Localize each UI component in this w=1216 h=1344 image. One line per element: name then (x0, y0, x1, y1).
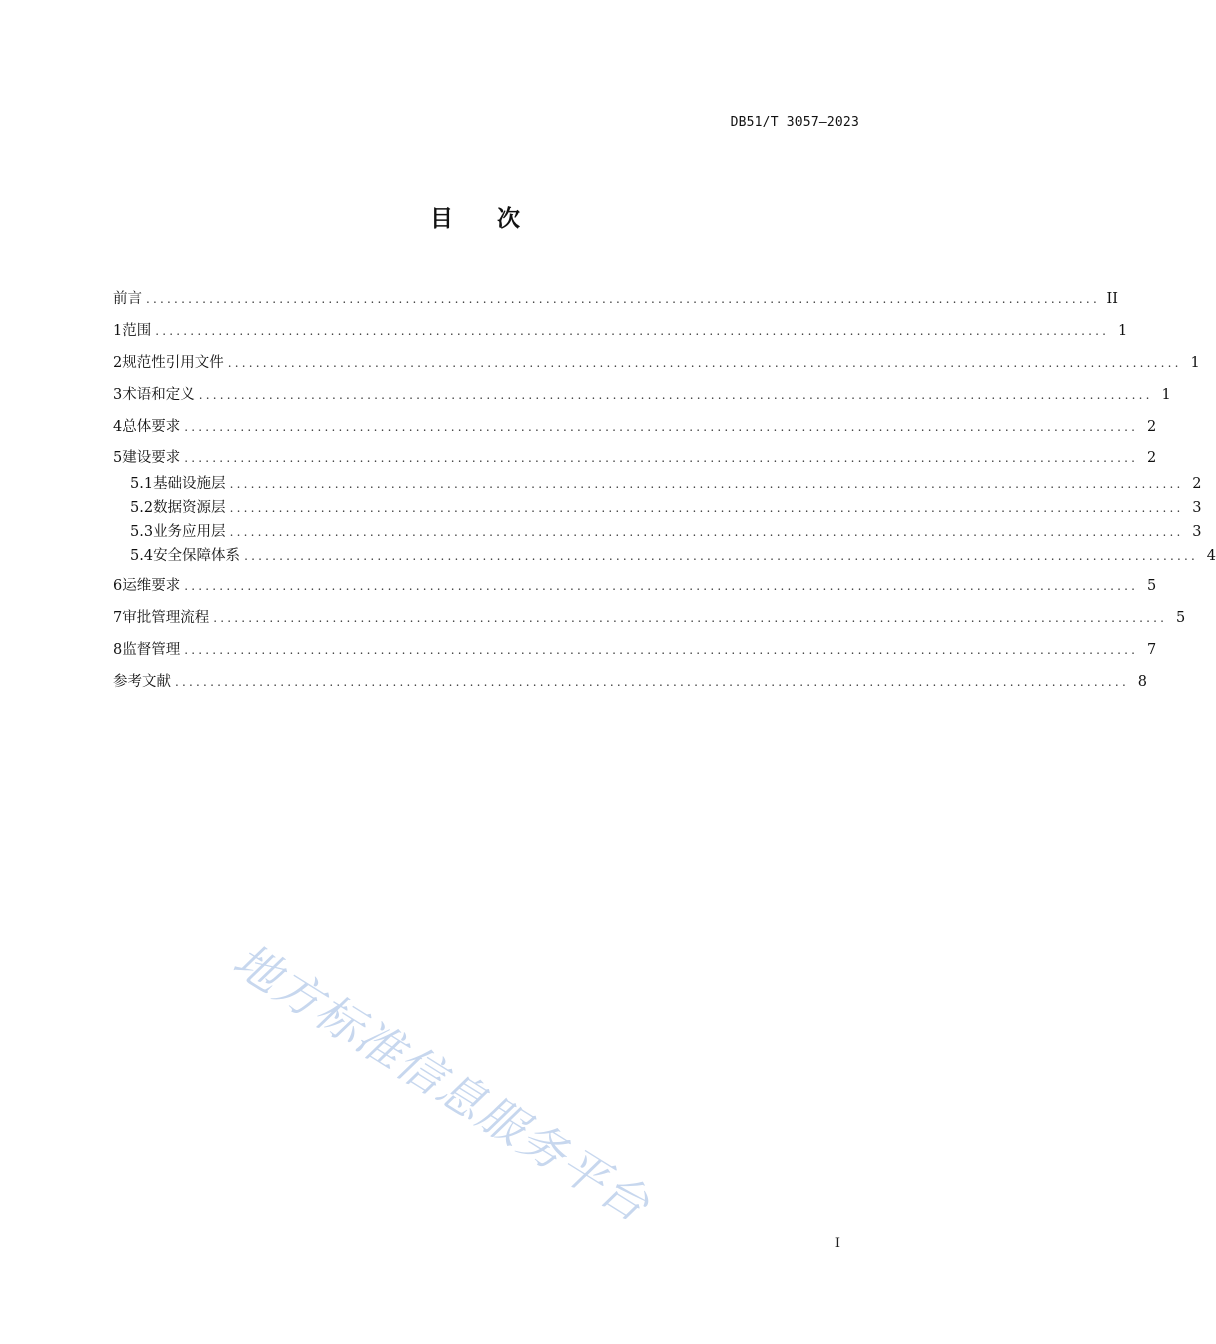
title-char-1: 目 (430, 206, 453, 232)
toc-entry-page: 2 (1192, 476, 1202, 492)
toc-leader-dots: ........................................................................................................................................ (244, 549, 1199, 563)
toc-entry-5-3[interactable] (130, 522, 1202, 542)
toc-entry-title: 建设要求 (122, 450, 181, 466)
toc-entry-number: 6 (113, 578, 123, 594)
toc-entry-title: 参考文献 (113, 674, 171, 690)
toc-leader-dots: ........................................................................................................................................ (184, 643, 1139, 657)
toc-entry-5[interactable] (113, 448, 1157, 468)
toc-entry-number: 5.2 (130, 500, 154, 516)
toc-entry-3[interactable] (113, 385, 1171, 405)
footer-page-number: I (834, 1236, 840, 1251)
toc-entry-title: 安全保障体系 (153, 548, 241, 564)
toc-entry-page: 3 (1192, 500, 1202, 516)
toc-entry-5-2[interactable] (130, 498, 1202, 518)
toc-entry-6[interactable] (113, 576, 1157, 596)
toc-entry-number: 5 (113, 450, 123, 466)
toc-entry-title: 运维要求 (122, 578, 181, 594)
toc-entry-number: 8 (113, 642, 123, 658)
toc-leader-dots: ........................................................................................................................................ (184, 420, 1139, 434)
page-title (0, 200, 950, 233)
toc-entry-1[interactable] (113, 321, 1128, 341)
toc-entry-references[interactable] (113, 672, 1147, 692)
toc-entry-number: 5.4 (130, 548, 154, 564)
toc-entry-title: 前言 (113, 291, 142, 307)
toc-entry-5-4[interactable] (130, 546, 1216, 566)
toc-entry-7[interactable] (113, 608, 1186, 628)
toc-entry-page: 2 (1146, 419, 1157, 435)
toc-leader-dots: ........................................................................................................................................ (229, 525, 1184, 539)
toc-entry-page: 2 (1146, 450, 1157, 466)
toc-entry-number: 5.1 (130, 476, 154, 492)
toc-leader-dots: ........................................................................................................................................ (155, 324, 1110, 338)
toc-entry-title: 术语和定义 (122, 387, 195, 403)
toc-entry-title: 规范性引用文件 (122, 355, 224, 371)
toc-entry-number: 2 (113, 355, 123, 371)
toc-entry-page: 1 (1190, 355, 1200, 371)
toc-entry-8[interactable] (113, 640, 1157, 660)
toc-entry-page: 5 (1175, 610, 1186, 626)
toc-leader-dots: ........................................................................................................................................ (175, 675, 1129, 689)
toc-entry-title: 总体要求 (122, 419, 181, 435)
toc-entry-title: 基础设施层 (153, 476, 226, 492)
toc-entry-4[interactable] (113, 417, 1157, 437)
toc-leader-dots: ........................................................................................................................................ (227, 356, 1182, 370)
toc-leader-dots: ........................................................................................................................................ (184, 579, 1139, 593)
toc-entry-page: 4 (1206, 548, 1216, 564)
document-code: DB51/T 3057—2023 (730, 115, 859, 130)
toc-entry-title: 业务应用层 (153, 524, 226, 540)
toc-leader-dots: ........................................................................................................................................ (184, 451, 1139, 465)
toc-entry-page: 7 (1146, 642, 1157, 658)
toc-leader-dots: ........................................................................................................................................ (229, 477, 1184, 491)
toc-entry-page: 1 (1117, 323, 1128, 339)
toc-entry-5-1[interactable] (130, 474, 1202, 494)
toc-entry-page: 5 (1146, 578, 1157, 594)
toc-entry-title: 数据资源层 (153, 500, 226, 516)
toc-entry-page: II (1106, 291, 1118, 307)
title-char-2: 次 (497, 206, 520, 232)
toc-entry-title: 监督管理 (122, 642, 181, 658)
toc-leader-dots: ........................................................................................................................................ (146, 292, 1100, 306)
watermark: 地方标准信息服务平台 (224, 932, 660, 1233)
toc-entry-preface[interactable] (113, 289, 1118, 309)
toc-entry-2[interactable] (113, 353, 1200, 373)
toc-entry-page: 1 (1161, 387, 1171, 403)
toc-entry-number: 3 (113, 387, 123, 403)
toc-entry-page: 3 (1192, 524, 1202, 540)
toc-entry-page: 8 (1137, 674, 1147, 690)
toc-entry-number: 4 (113, 419, 123, 435)
toc-entry-number: 7 (113, 610, 123, 626)
toc-leader-dots: ........................................................................................................................................ (213, 611, 1168, 625)
toc-entry-title: 审批管理流程 (122, 610, 210, 626)
toc-leader-dots: ........................................................................................................................................ (229, 501, 1184, 515)
toc-entry-number: 5.3 (130, 524, 154, 540)
toc-entry-number: 1 (113, 323, 123, 339)
toc-entry-title: 范围 (122, 323, 152, 339)
toc-leader-dots: ........................................................................................................................................ (198, 388, 1153, 402)
